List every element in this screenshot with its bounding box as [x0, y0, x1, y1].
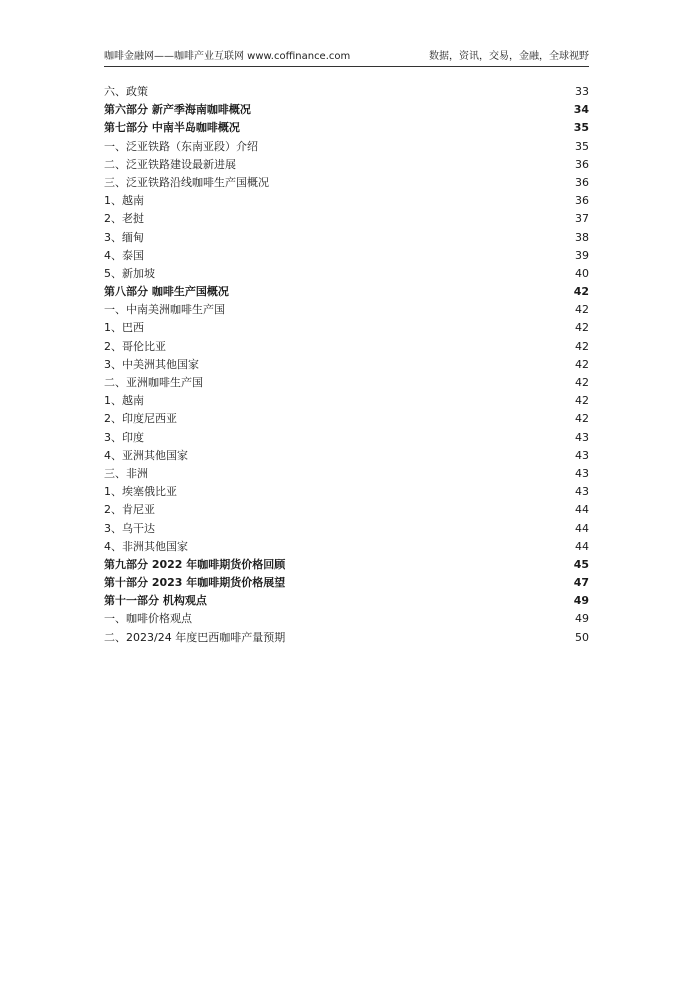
toc-entry-title: 3、印度 — [104, 430, 144, 444]
toc-entry[interactable] — [104, 410, 589, 428]
toc-entry[interactable] — [104, 301, 589, 319]
toc-entry[interactable] — [104, 119, 589, 137]
toc-entry-title: 三、非洲 — [104, 466, 148, 480]
toc-entry-page: 49 — [575, 612, 589, 626]
toc-entry-title: 4、泰国 — [104, 248, 144, 262]
table-of-contents — [104, 83, 589, 647]
toc-entry-title: 1、越南 — [104, 394, 144, 408]
toc-entry[interactable] — [104, 392, 589, 410]
toc-entry-page: 43 — [575, 448, 589, 462]
toc-entry-title: 第九部分 2022 年咖啡期货价格回顾 — [104, 557, 286, 571]
toc-entry[interactable] — [104, 374, 589, 392]
toc-entry-title: 一、泛亚铁路（东南亚段）介绍 — [104, 139, 258, 153]
toc-entry[interactable] — [104, 283, 589, 301]
toc-entry[interactable] — [104, 156, 589, 174]
toc-entry-title: 3、中美洲其他国家 — [104, 357, 199, 371]
toc-entry[interactable] — [104, 429, 589, 447]
toc-entry-title: 二、2023/24 年度巴西咖啡产量预期 — [104, 630, 286, 644]
toc-entry[interactable] — [104, 210, 589, 228]
toc-entry[interactable] — [104, 465, 589, 483]
toc-entry-page: 44 — [575, 503, 589, 517]
toc-entry-title: 3、缅甸 — [104, 230, 144, 244]
toc-entry-title: 第十一部分 机构观点 — [104, 594, 207, 608]
toc-entry[interactable] — [104, 574, 589, 592]
toc-entry[interactable] — [104, 592, 589, 610]
toc-entry-title: 1、巴西 — [104, 321, 144, 335]
toc-entry-page: 42 — [575, 339, 589, 353]
toc-entry-page: 36 — [575, 194, 589, 208]
toc-entry[interactable] — [104, 338, 589, 356]
toc-entry-title: 一、咖啡价格观点 — [104, 612, 192, 626]
toc-entry[interactable] — [104, 138, 589, 156]
toc-entry-title: 4、非洲其他国家 — [104, 539, 188, 553]
toc-entry-page: 37 — [575, 212, 589, 226]
toc-entry-title: 第七部分 中南半岛咖啡概况 — [104, 121, 240, 135]
toc-entry[interactable] — [104, 447, 589, 465]
toc-entry-page: 42 — [575, 303, 589, 317]
toc-entry[interactable] — [104, 247, 589, 265]
toc-entry-title: 一、中南美洲咖啡生产国 — [104, 303, 225, 317]
toc-entry[interactable] — [104, 501, 589, 519]
toc-entry[interactable] — [104, 101, 589, 119]
toc-entry-page: 42 — [573, 285, 589, 299]
toc-entry-page: 42 — [575, 394, 589, 408]
toc-entry-title: 2、哥伦比亚 — [104, 339, 166, 353]
toc-entry-page: 47 — [573, 576, 589, 590]
toc-entry-page: 44 — [575, 521, 589, 535]
toc-entry[interactable] — [104, 319, 589, 337]
toc-entry-page: 38 — [575, 230, 589, 244]
toc-entry[interactable] — [104, 610, 589, 628]
toc-entry-page: 42 — [575, 321, 589, 335]
toc-entry-page: 35 — [575, 139, 589, 153]
toc-entry-title: 4、亚洲其他国家 — [104, 448, 188, 462]
toc-entry-title: 1、埃塞俄比亚 — [104, 485, 177, 499]
header-site-title: 咖啡金融网——咖啡产业互联网 www.coffinance.com — [104, 51, 351, 62]
toc-entry-page: 40 — [575, 266, 589, 280]
toc-entry-page: 44 — [575, 539, 589, 553]
toc-entry[interactable] — [104, 192, 589, 210]
toc-entry[interactable] — [104, 483, 589, 501]
toc-entry-title: 二、亚洲咖啡生产国 — [104, 376, 203, 389]
toc-entry-page: 43 — [575, 466, 589, 480]
toc-entry-title: 5、新加坡 — [104, 266, 155, 280]
toc-entry-page: 43 — [575, 485, 589, 499]
toc-entry[interactable] — [104, 538, 589, 556]
toc-entry-page: 36 — [575, 175, 589, 189]
header-divider — [104, 66, 589, 67]
toc-entry-title: 二、泛亚铁路建设最新进展 — [104, 157, 236, 171]
toc-entry-page: 39 — [575, 248, 589, 262]
toc-entry-page: 34 — [573, 103, 589, 117]
toc-entry[interactable] — [104, 265, 589, 283]
toc-entry-title: 六、政策 — [104, 85, 148, 98]
header-tagline: 数据，资讯，交易，金融，全球视野 — [429, 51, 589, 62]
toc-entry-page: 35 — [573, 121, 589, 135]
toc-entry-page: 42 — [575, 412, 589, 426]
toc-entry-page: 45 — [573, 557, 589, 571]
toc-entry-title: 3、乌干达 — [104, 521, 155, 535]
toc-entry-title: 2、肯尼亚 — [104, 503, 155, 517]
toc-entry[interactable] — [104, 83, 589, 101]
toc-entry-page: 36 — [575, 157, 589, 171]
toc-entry[interactable] — [104, 556, 589, 574]
toc-entry-title: 1、越南 — [104, 194, 144, 208]
toc-entry-title: 2、印度尼西亚 — [104, 412, 177, 426]
toc-entry-page: 42 — [575, 357, 589, 371]
toc-entry-title: 第十部分 2023 年咖啡期货价格展望 — [104, 576, 286, 590]
toc-entry-title: 第八部分 咖啡生产国概况 — [104, 285, 229, 299]
toc-entry[interactable] — [104, 174, 589, 192]
toc-entry[interactable] — [104, 520, 589, 538]
toc-entry-page: 49 — [573, 594, 589, 608]
toc-entry-title: 2、老挝 — [104, 212, 144, 226]
toc-entry-title: 三、泛亚铁路沿线咖啡生产国概况 — [104, 175, 269, 189]
toc-entry-page: 50 — [575, 630, 589, 644]
toc-entry-page: 42 — [575, 376, 589, 389]
page-header — [104, 50, 589, 64]
toc-entry[interactable] — [104, 229, 589, 247]
toc-entry[interactable] — [104, 356, 589, 374]
toc-entry-page: 33 — [575, 85, 589, 98]
toc-entry-page: 43 — [575, 430, 589, 444]
toc-entry[interactable] — [104, 629, 589, 647]
toc-entry-title: 第六部分 新产季海南咖啡概况 — [104, 103, 251, 117]
